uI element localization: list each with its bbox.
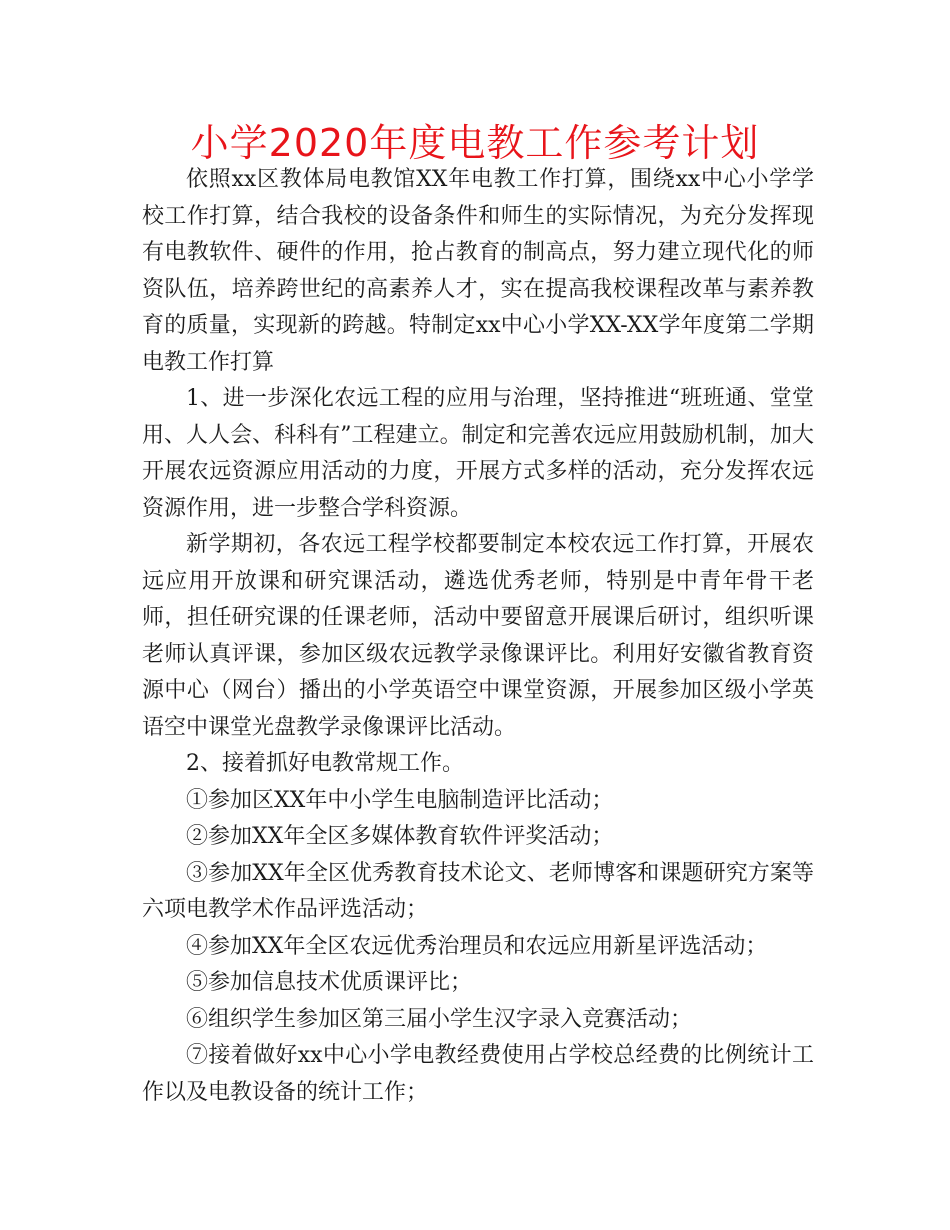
paragraph-intro: 依照xx区教体局电教馆XX年电教工作打算，围绕xx中心小学学校工作打算，结合我校的设备条件和师生的实际情况，为充分发挥现有电教软件、硬件的作用，抢占教育的制高点，努力建立现代化的师资队伍，培养跨世纪的高素养人才，实在提高我校课程改革与素养教育的质量，实现新的跨越。特制定xx中心小学XX-XX学年度第二学期电教工作打算 bbox=[142, 167, 814, 375]
document-title: 小学2020年度电教工作参考计划 bbox=[190, 121, 760, 165]
list-item-circled-6: ⑥组织学生参加区第三届小学生汉字录入竞赛活动； bbox=[186, 1006, 693, 1032]
list-item-circled-4: ④参加XX年全区农远优秀治理员和农远应用新星评选活动； bbox=[186, 933, 768, 959]
paragraph-semester-start: 新学期初，各农远工程学校都要制定本校农远工作打算，开展农远应用开放课和研究课活动，遴选优秀老师，特别是中青年骨干老师，担任研究课的任课老师，活动中要留意开展课后研讨，组织听课老师认真评课，参加区级农远教学录像课评比。利用好安徽省教育资源中心（网台）播出的小学英语空中课堂资源，开展参加区级小学英语空中课堂光盘教学录像课评比活动。 bbox=[142, 532, 814, 740]
list-item-circled-5: ⑤参加信息技术优质课评比； bbox=[186, 970, 473, 995]
list-item-circled-3: ③参加XX年全区优秀教育技术论文、老师博客和课题研究方案等六项电教学术作品评选活动； bbox=[142, 860, 814, 922]
paragraph-item-1: 1、进一步深化农远工程的应用与治理，坚持推进“班班通、堂堂用、人人会、科科有”工程建立。制定和完善农远应用鼓励机制，加大开展农远资源应用活动的力度，开展方式多样的活动，充分发挥农远资源作用，进一步整合学科资源。 bbox=[142, 386, 814, 521]
list-item-circled-7: ⑦接着做好xx中心小学电教经费使用占学校总经费的比例统计工作以及电教设备的统计工作； bbox=[142, 1043, 814, 1105]
list-item-circled-1: ①参加区XX年中小学生电脑制造评比活动； bbox=[186, 787, 614, 813]
list-item-circled-2: ②参加XX年全区多媒体教育软件评奖活动； bbox=[186, 824, 614, 849]
paragraph-item-2: 2、接着抓好电教常规工作。 bbox=[186, 751, 464, 776]
document-body bbox=[142, 162, 814, 1111]
